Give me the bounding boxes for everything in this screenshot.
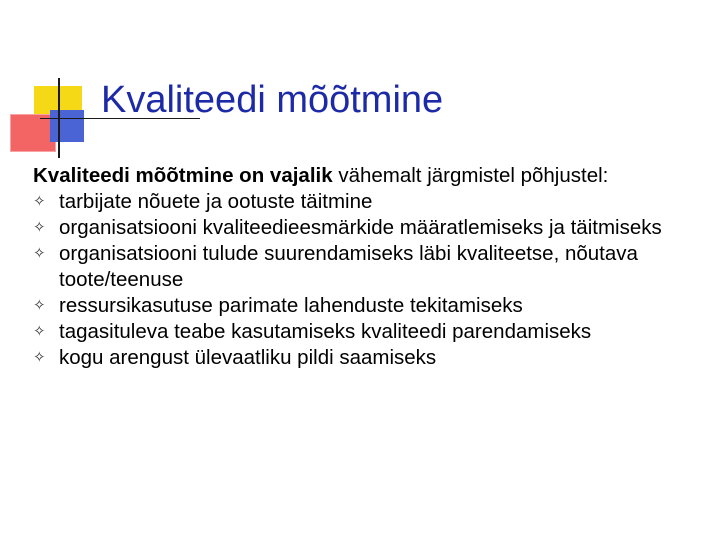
list-item-text: kogu arengust ülevaatliku pildi saamiseks [59,346,437,369]
list-item [33,241,713,293]
four-pointed-star-icon: ✧ [33,193,46,210]
four-pointed-star-icon: ✧ [33,323,46,340]
list-item [33,345,713,371]
intro-text [33,163,713,189]
list-item [33,293,713,319]
slide-title: Kvaliteedi mõõtmine [101,79,444,121]
list-item-text: tagasituleva teabe kasutamiseks kvaliteedi parendamiseks [59,320,592,343]
list-item [33,319,713,345]
list-item [33,215,713,241]
list-item [33,189,713,215]
slide-body [33,163,713,371]
intro-rest-text: vähemalt järgmistel põhjustel: [332,164,609,187]
four-pointed-star-icon: ✧ [33,245,46,262]
bullet-list [33,189,713,371]
list-item-text: organisatsiooni kvaliteedieesmärkide määratlemiseks ja täitmiseks [59,216,662,239]
four-pointed-star-icon: ✧ [33,297,46,314]
decoration-blue-square [50,110,84,142]
list-item-text: tarbijate nõuete ja ootuste täitmine [59,190,373,213]
list-item-text: organisatsiooni tulude suurendamiseks läbi kvaliteetse, nõutava toote/teenuse [59,242,638,291]
four-pointed-star-icon: ✧ [33,349,46,366]
list-item-text: ressursikasutuse parimate lahenduste tekitamiseks [59,294,523,317]
intro-bold-text: Kvaliteedi mõõtmine on vajalik [33,164,333,187]
four-pointed-star-icon: ✧ [33,219,46,236]
